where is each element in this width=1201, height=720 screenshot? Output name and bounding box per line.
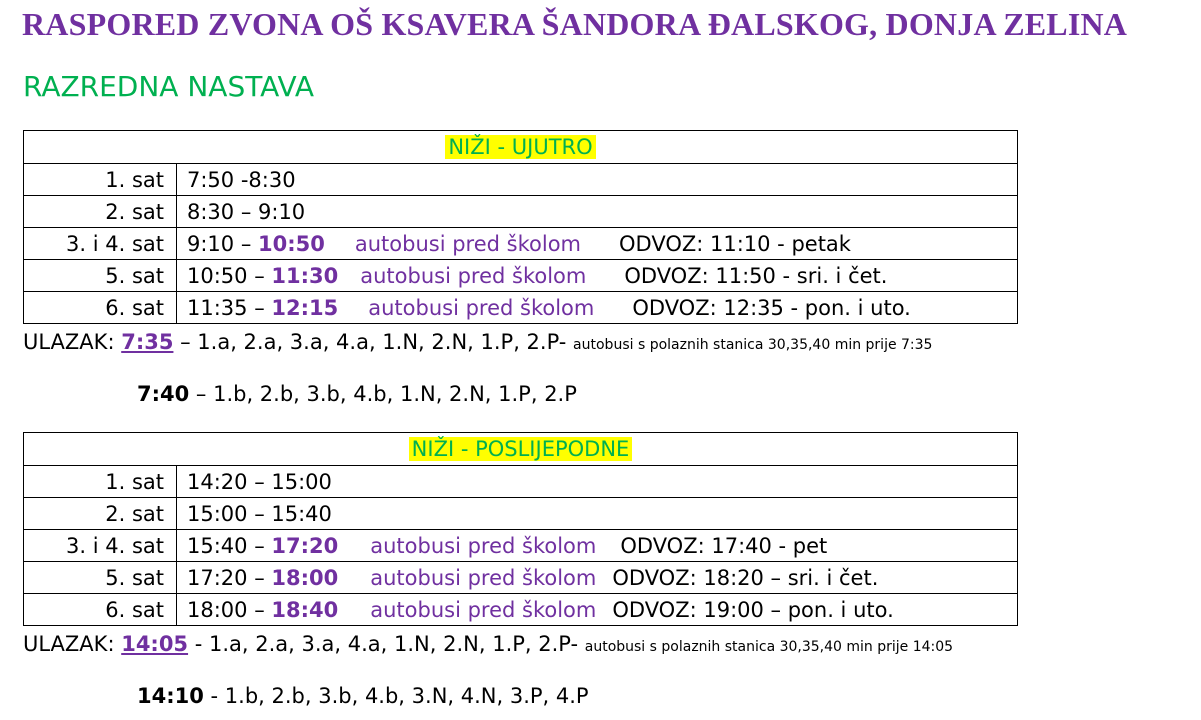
period-time: 18:00 – [187, 597, 272, 622]
morning-entry-line [23, 330, 932, 354]
bus-note: autobusi pred školom [368, 295, 595, 320]
table-row [24, 498, 1018, 530]
bus-note: autobusi pred školom [370, 565, 597, 590]
period-time: 7:50 -8:30 [187, 167, 296, 192]
bus-note: autobusi pred školom [354, 231, 581, 256]
table-row [24, 228, 1018, 260]
period-end-time: 18:40 [271, 597, 339, 622]
period-time: 14:20 – 15:00 [187, 469, 332, 494]
period-label: 5. sat [24, 562, 177, 594]
period-time: 8:30 – 9:10 [187, 199, 306, 224]
entry2-classes: – 1.b, 2.b, 3.b, 4.b, 1.N, 2.N, 1.P, 2.P [189, 382, 577, 406]
period-label: 3. i 4. sat [24, 530, 177, 562]
table-row [24, 260, 1018, 292]
period-label: 1. sat [24, 466, 177, 498]
bus-note: autobusi pred školom [370, 597, 597, 622]
odvoz-note: ODVOZ: 18:20 – sri. i čet. [612, 565, 879, 590]
table-row [24, 562, 1018, 594]
table-row [24, 594, 1018, 626]
entry2-time: 14:10 [137, 684, 204, 708]
period-end-time: 11:30 [271, 263, 339, 288]
entry2-classes: - 1.b, 2.b, 3.b, 4.b, 3.N, 4.N, 3.P, 4.P [203, 684, 589, 708]
entry2-time: 7:40 [137, 382, 190, 406]
odvoz-note: ODVOZ: 19:00 – pon. i uto. [612, 597, 894, 622]
afternoon-entry-line [23, 632, 953, 656]
period-time: 17:20 – [187, 565, 272, 590]
period-time: 11:35 – [187, 295, 272, 320]
period-label: 5. sat [24, 260, 177, 292]
afternoon-header: NIŽI - POSLIJEPODNE [409, 437, 633, 461]
table-row [24, 530, 1018, 562]
table-row [24, 196, 1018, 228]
entry-classes: – 1.a, 2.a, 3.a, 4.a, 1.N, 2.N, 1.P, 2.P- [173, 330, 574, 354]
morning-header: NIŽI - UJUTRO [445, 135, 595, 159]
odvoz-note: ODVOZ: 17:40 - pet [620, 533, 828, 558]
page-title: RASPORED ZVONA OŠ KSAVERA ŠANDORA ĐALSKOG, DONJA ZELINA [22, 6, 1128, 42]
afternoon-schedule-table [23, 432, 1018, 626]
morning-entry2-line [137, 382, 577, 406]
table-row [24, 292, 1018, 324]
period-end-time: 10:50 [258, 231, 325, 256]
period-end-time: 18:00 [271, 565, 339, 590]
bus-note: autobusi pred školom [370, 533, 597, 558]
odvoz-note: ODVOZ: 12:35 - pon. i uto. [632, 295, 911, 320]
period-label: 6. sat [24, 292, 177, 324]
period-label: 6. sat [24, 594, 177, 626]
period-label: 2. sat [24, 196, 177, 228]
table-header-row [24, 131, 1018, 164]
section-subtitle: RAZREDNA NASTAVA [23, 70, 315, 103]
table-header-row [24, 433, 1018, 466]
period-time: 15:00 – 15:40 [187, 501, 332, 526]
odvoz-note: ODVOZ: 11:50 - sri. i čet. [624, 263, 888, 288]
afternoon-entry2-line [137, 684, 589, 708]
entry-time-link[interactable]: 14:05 [121, 632, 189, 656]
entry-label: ULAZAK: [23, 632, 122, 656]
odvoz-note: ODVOZ: 11:10 - petak [619, 231, 851, 256]
entry-time-link[interactable]: 7:35 [121, 330, 174, 354]
morning-schedule-table [23, 130, 1018, 324]
entry-label: ULAZAK: [23, 330, 122, 354]
period-time: 10:50 – [187, 263, 272, 288]
table-row [24, 164, 1018, 196]
period-end-time: 12:15 [271, 295, 339, 320]
table-row [24, 466, 1018, 498]
entry-bus-note: autobusi s polaznih stanica 30,35,40 min prije 14:05 [584, 639, 954, 655]
period-label: 3. i 4. sat [24, 228, 177, 260]
period-end-time: 17:20 [271, 533, 339, 558]
period-time: 15:40 – [187, 533, 272, 558]
entry-bus-note: autobusi s polaznih stanica 30,35,40 min prije 7:35 [573, 337, 933, 353]
period-label: 1. sat [24, 164, 177, 196]
period-label: 2. sat [24, 498, 177, 530]
entry-classes: - 1.a, 2.a, 3.a, 4.a, 1.N, 2.N, 1.P, 2.P- [188, 632, 585, 656]
period-time: 9:10 – [187, 231, 259, 256]
bus-note: autobusi pred školom [360, 263, 587, 288]
